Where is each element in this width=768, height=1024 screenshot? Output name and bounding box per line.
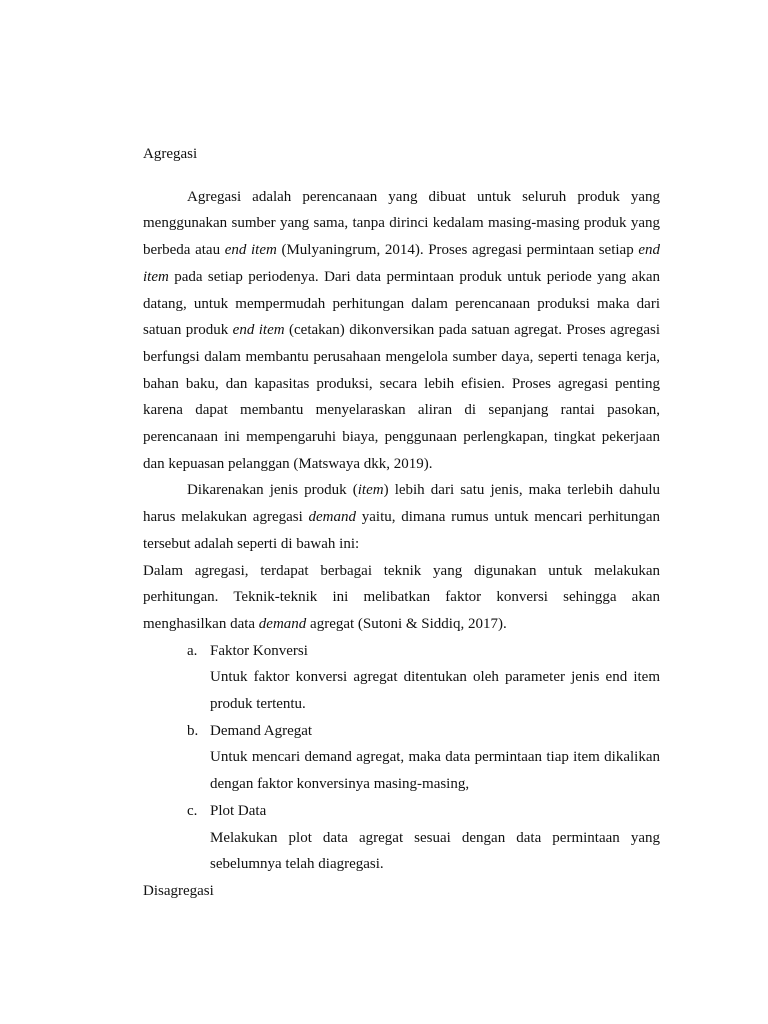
- technique-list: [143, 638, 660, 878]
- list-item-title: Plot Data: [210, 802, 267, 819]
- text-run: ) lebih dari satu jenis, maka terlebih dahulu harus melakukan agregasi: [143, 482, 660, 526]
- italic-term: end item: [143, 242, 661, 285]
- italic-term: end item: [232, 322, 285, 339]
- section-heading-disagregasi: Disagregasi: [143, 882, 214, 899]
- text-run: (cetakan) dikonversikan pada satuan agregat. Proses agregasi berfungsi dalam membantu perusahaan mengelola sumber daya, seperti tenaga kerja, bahan baku, dan kapasitas produksi, secara lebih efisien. Proses agregasi penting karena dapat membantu menyelaraskan aliran di sepanjang rantai pasokan, perencanaan ini mempengaruhi biaya, penggunaan perlengkapan, tingkat pekerjaan dan kepuasan pelanggan (Matswaya dkk, 2019).: [143, 322, 661, 472]
- list-item-body: Untuk mencari demand agregat, maka data permintaan tiap item dikalikan dengan faktor konversinya masing-masing,: [210, 749, 660, 793]
- heading-spacer: [143, 168, 660, 184]
- text-run: Dikarenakan jenis produk (: [187, 482, 358, 499]
- list-item-title: Faktor Konversi: [210, 642, 308, 659]
- document-page: [143, 141, 660, 905]
- list-marker: c.: [187, 802, 198, 819]
- paragraph-agregasi-definition: [143, 184, 660, 478]
- list-item-body: Melakukan plot data agregat sesuai dengan data permintaan yang sebelumnya telah diagregasi.: [210, 829, 660, 873]
- italic-term: end item: [224, 242, 277, 259]
- list-item-demand-agregat: [143, 718, 660, 798]
- italic-term: demand: [308, 509, 357, 526]
- paragraph-demand-aggregation: [143, 477, 660, 557]
- list-item-body: Untuk faktor konversi agregat ditentukan oleh parameter jenis end item produk tertentu.: [210, 669, 660, 713]
- text-run: pada setiap periodenya. Dari data permintaan produk untuk periode yang akan datang, untuk mempermudah perhitungan dalam perencanaan produksi maka dari satuan produk: [143, 268, 660, 339]
- italic-term: demand: [258, 615, 307, 632]
- list-marker: a.: [187, 642, 198, 659]
- section-heading-agregasi: Agregasi: [143, 146, 198, 162]
- text-run: Agregasi adalah perencanaan yang dibuat untuk seluruh produk yang menggunakan sumber yang sama, tanpa dirinci kedalam masing-masing produk yang berbeda atau: [143, 188, 660, 259]
- italic-term: item: [357, 482, 384, 499]
- text-run: yaitu, dimana rumus untuk mencari perhitungan tersebut adalah seperti di bawah ini:: [143, 509, 660, 552]
- text-run: Dalam agregasi, terdapat berbagai teknik yang digunakan untuk melakukan perhitungan. Teknik-teknik ini melibatkan faktor konversi sehingga akan menghasilkan data: [143, 562, 660, 632]
- list-item-faktor-konversi: [143, 638, 660, 718]
- text-run: (Mulyaningrum, 2014). Proses agregasi permintaan setiap: [276, 242, 639, 259]
- paragraph-techniques: [143, 558, 660, 638]
- text-run: agregat (Sutoni & Siddiq, 2017).: [306, 615, 507, 632]
- list-item-plot-data: [143, 798, 660, 878]
- list-marker: b.: [187, 722, 199, 739]
- list-item-title: Demand Agregat: [210, 722, 313, 739]
